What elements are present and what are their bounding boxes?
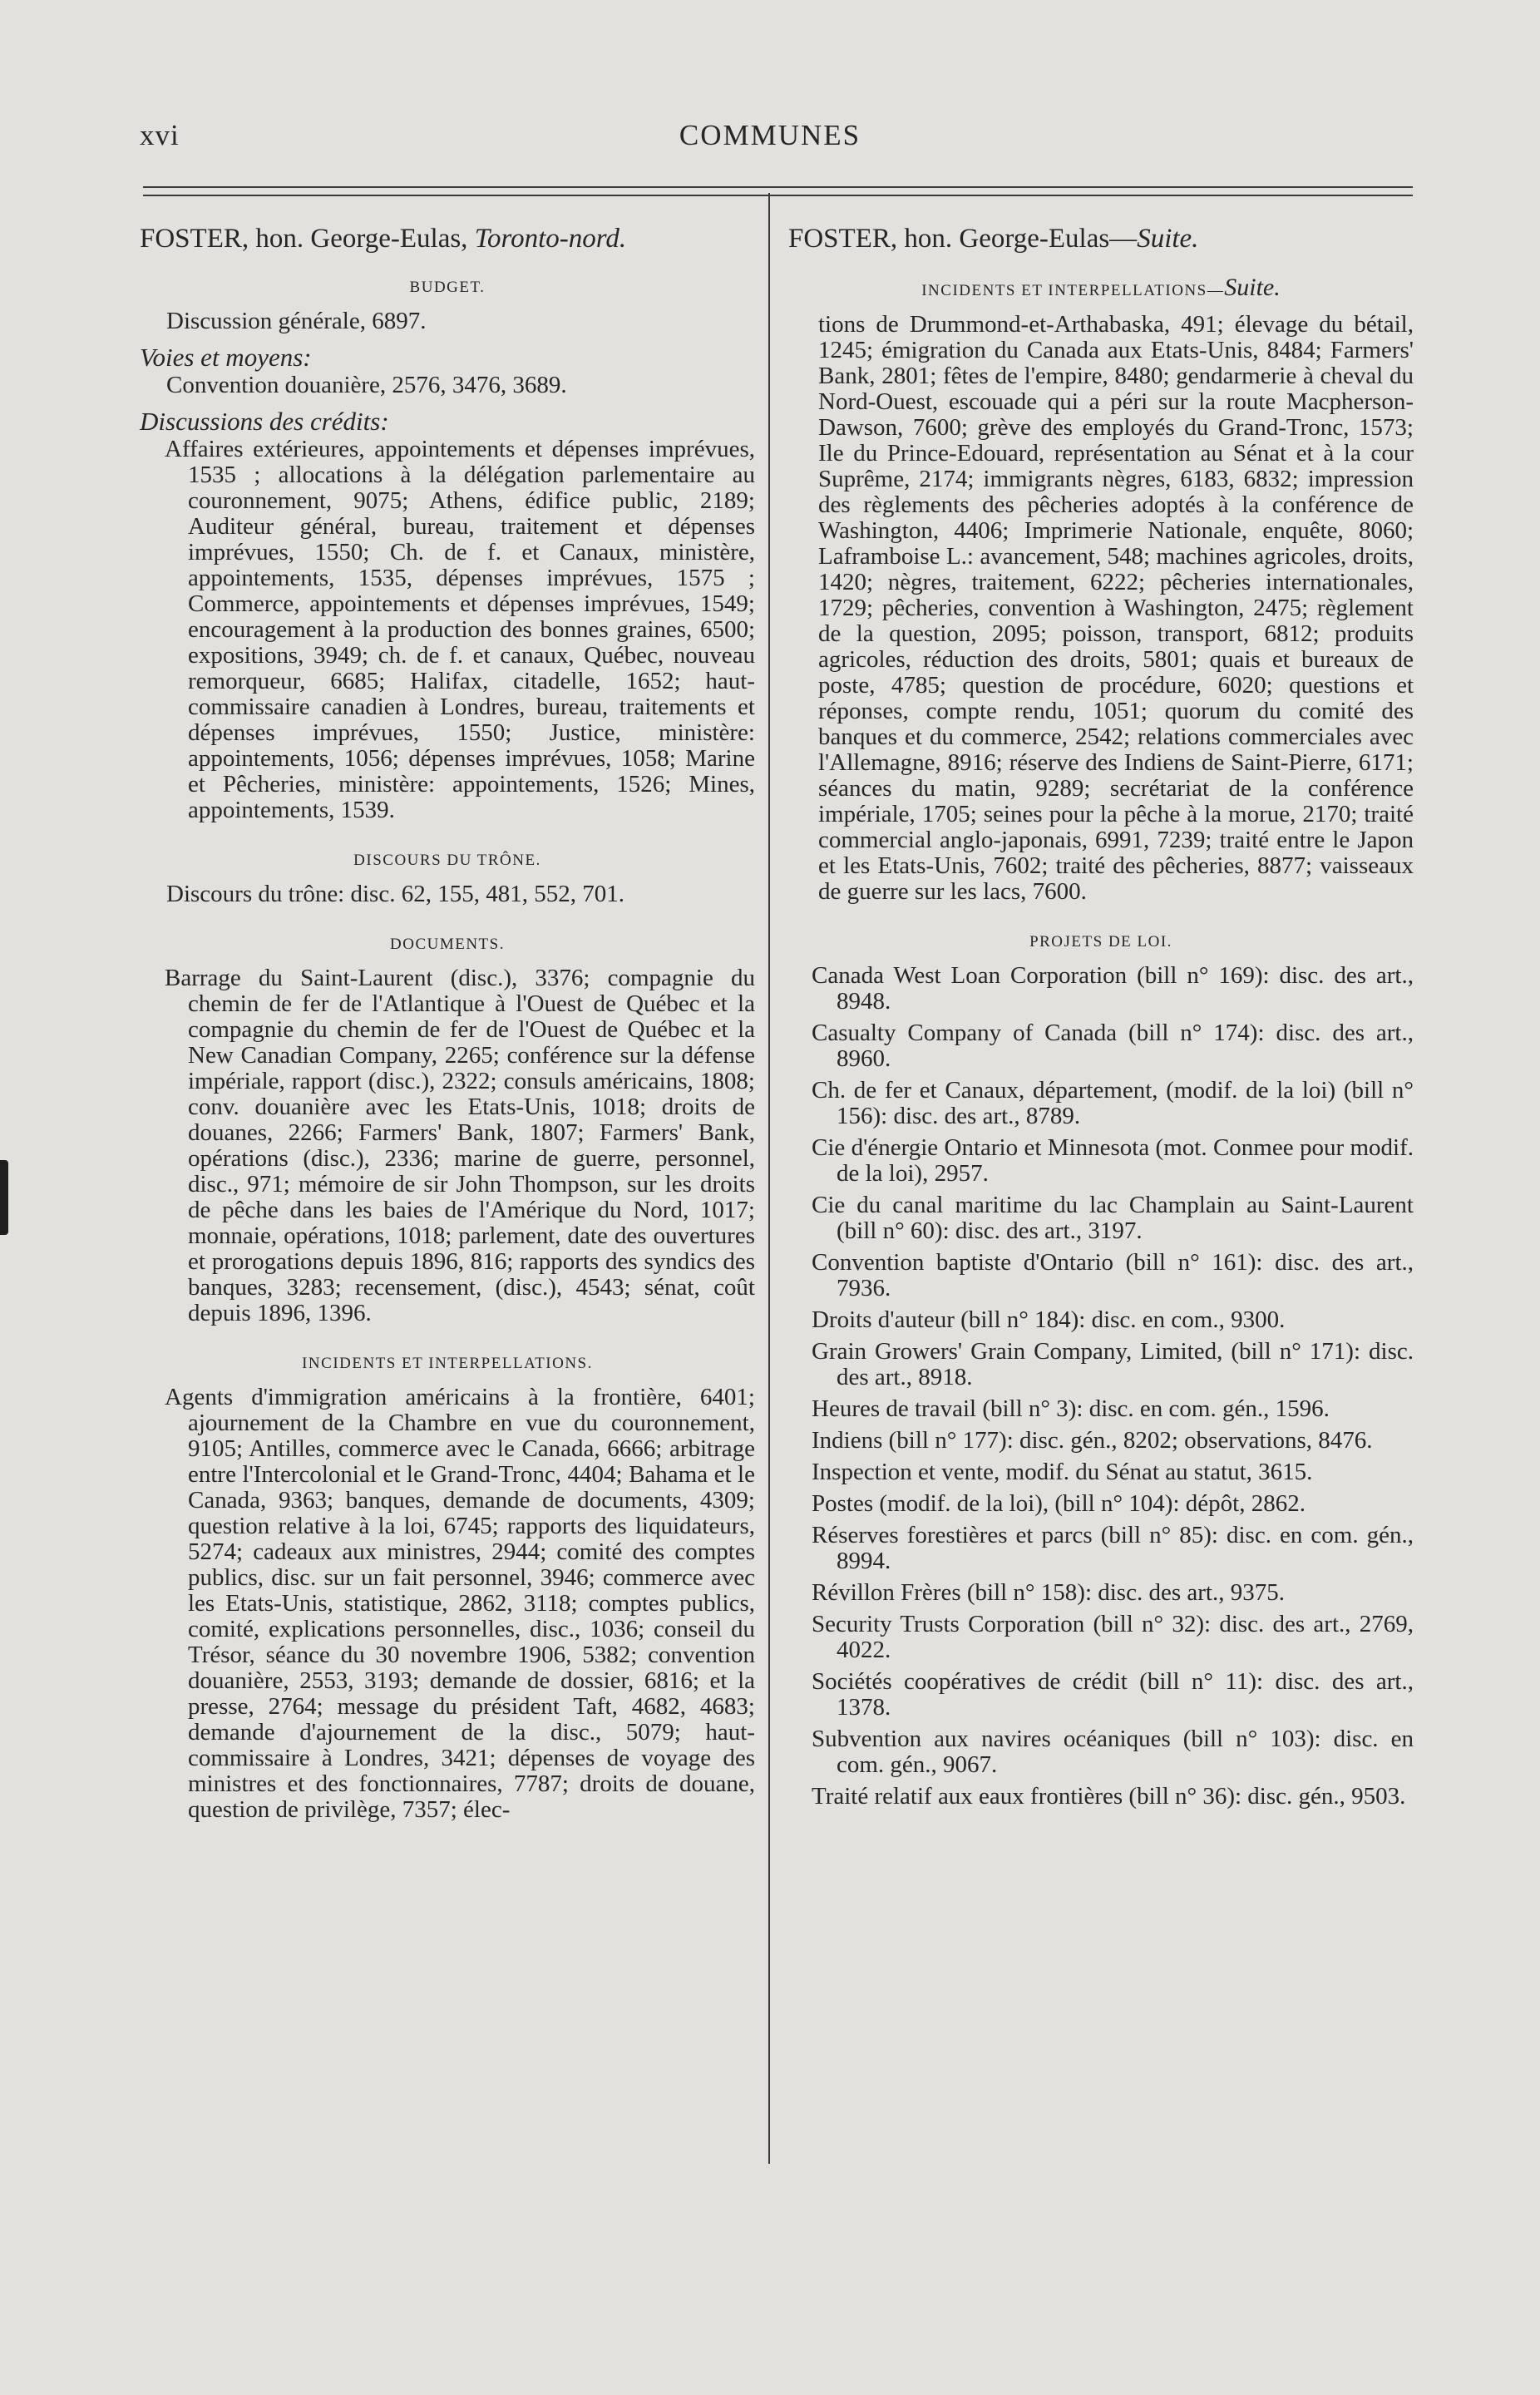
bill-entry: Réserves forestières et parcs (bill n° 85): disc. en com. gén., 8994. — [812, 1522, 1414, 1574]
credits-entry: Affaires extérieures, appointements et dépenses imprévues, 1535 ; allocations à la délégation parlementaire au couronnement, 9075; Athens, édifice public, 2189; Auditeur général, bureau, traitement et dépenses imprévues, 1550; Ch. de f. et Canaux, ministère, appointements, 1535, dépenses imprévues, 1575 ; Commerce, appointements et dépenses imprévues, 1549; encouragement à la production des bonnes graines, 6500; expositions, 3949; ch. de f. et canaux, Québec, nouveau remorqueur, 6685; Halifax, citadelle, 1652; haut-commissaire canadien à Londres, bureau, traitements et dépenses imprévues, 1550; Justice, ministère: appointements, 1056; dépenses imprévues, 1058; Marine et Pêcheries, ministère: appointements, 1526; Mines, appointements, 1539. — [165, 436, 755, 823]
page-number: xvi — [140, 119, 180, 151]
bill-entry: Security Trusts Corporation (bill n° 32): disc. des art., 2769, 4022. — [812, 1611, 1414, 1663]
budget-entry: Discussion générale, 6897. — [166, 308, 427, 334]
documents-entry: Barrage du Saint-Laurent (disc.), 3376; compagnie du chemin de fer de l'Atlantique à l'Ouest de Québec et la compagnie du chemin de fer de l'Ouest de Québec et la New Canadian Company, 2265; conférence sur la défense impériale, rapport (disc.), 2322; consuls américains, 1808; conv. douanière avec les Etats-Unis, 1018; droits de douanes, 2266; Farmers' Bank, 1807; Farmers' Bank, opérations (disc.), 2336; marine de guerre, personnel, disc., 971; mémoire de sir John Thompson, sur les droits de pêche dans les baies de l'Amérique du Nord, 1017; monnaie, opérations, 1018; parlement, date des ouvertures et prorogations depuis 1896, 816; rapports des syndics des banques, 3283; recensement, (disc.), 4543; sénat, coût depuis 1896, 1396. — [165, 965, 755, 1326]
bill-entry: Cie du canal maritime du lac Champlain au Saint-Laurent (bill n° 60): disc. des art., 3197. — [812, 1192, 1414, 1244]
member-name-suite: Suite. — [1137, 224, 1199, 254]
credits-heading: Discussions des crédits: — [140, 407, 389, 436]
bill-entry: Droits d'auteur (bill n° 184): disc. en com., 9300. — [812, 1306, 1286, 1333]
right-column — [788, 220, 1414, 1815]
incidents-heading: INCIDENTS ET INTERPELLATIONS. — [302, 1355, 593, 1372]
bill-entry: Grain Growers' Grain Company, Limited, (bill n° 171): disc. des art., 8918. — [812, 1338, 1414, 1390]
voies-heading: Voies et moyens: — [140, 343, 312, 372]
documents-heading: DOCUMENTS. — [390, 936, 505, 953]
bill-entry: Ch. de fer et Canaux, département, (modif. de la loi) (bill n° 156): disc. des art., 8789. — [812, 1077, 1414, 1129]
projets-heading: PROJETS DE LOI. — [1029, 933, 1172, 951]
member-riding: Toronto-nord. — [474, 224, 627, 254]
budget-heading: BUDGET. — [409, 279, 486, 296]
bill-entry: Heures de travail (bill n° 3): disc. en com. gén., 1596. — [812, 1395, 1330, 1422]
left-column — [140, 220, 755, 1823]
scan-edge-mark — [0, 1160, 8, 1235]
voies-entry: Convention douanière, 2576, 3476, 3689. — [166, 372, 567, 398]
column-divider — [768, 193, 770, 2164]
trone-heading: DISCOURS DU TRÔNE. — [353, 852, 541, 869]
running-title: COMMUNES — [679, 119, 861, 151]
member-name — [140, 220, 755, 257]
member-name-text: FOSTER, hon. George-Eulas, — [140, 224, 475, 254]
bill-entry: Convention baptiste d'Ontario (bill n° 161): disc. des art., 7936. — [812, 1249, 1414, 1301]
bill-entry: Indiens (bill n° 177): disc. gén., 8202; observations, 8476. — [812, 1427, 1373, 1454]
trone-entry: Discours du trône: disc. 62, 155, 481, 552, 701. — [166, 881, 624, 907]
incidents-suite: Suite. — [1224, 274, 1281, 301]
member-name-continued — [788, 220, 1414, 257]
bill-entry: Postes (modif. de la loi), (bill n° 104): dépôt, 2862. — [812, 1490, 1306, 1517]
bill-entry: Sociétés coopératives de crédit (bill n° 11): disc. des art., 1378. — [812, 1668, 1414, 1721]
bill-entry: Subvention aux navires océaniques (bill n° 103): disc. en com. gén., 9067. — [812, 1726, 1414, 1778]
bill-entry: Casualty Company of Canada (bill n° 174): disc. des art., 8960. — [812, 1020, 1414, 1072]
bill-entry: Révillon Frères (bill n° 158): disc. des art., 9375. — [812, 1579, 1285, 1606]
bill-list — [788, 963, 1414, 1810]
incidents-entry-continued: tions de Drummond-et-Arthabaska, 491; élevage du bétail, 1245; émigration du Canada aux Etats-Unis, 8484; Farmers' Bank, 2801; fêtes de l'empire, 8480; gendarmerie à cheval du Nord-Ouest, escouade qui a péri sur la route Macpherson-Dawson, 7600; grève des employés du Grand-Tronc, 1573; Ile du Prince-Edouard, représentation au Sénat et à la cour Suprême, 2174; immigrants nègres, 6183, 6832; impression des règlements des pêcheries adoptés à la conférence de Washington, 4406; Imprimerie Nationale, enquête, 8060; Laframboise L.: avancement, 548; machines agricoles, droits, 1420; nègres, traitement, 6222; pêcheries internationales, 1729; pêcheries, convention à Washington, 2475; règlement de la question, 2095; poisson, transport, 6812; produits agricoles, réduction des droits, 5801; quais et bureaux de poste, 4785; question de procédure, 6020; questions et réponses, compte rendu, 1051; quorum du comité des banques et du commerce, 2542; relations commerciales avec l'Allemagne, 8916; réserve des Indiens de Saint-Pierre, 6171; séances du matin, 9289; secrétariat de la conférence impériale, 1705; seines pour la pêche à la morue, 2170; traité commercial anglo-japonais, 6991, 7239; traité entre le Japon et les Etats-Unis, 7602; traité des pêcheries, 8877; vaisseaux de guerre sur les lacs, 7600. — [818, 311, 1414, 905]
member-name-continued-text: FOSTER, hon. George-Eulas— — [788, 224, 1138, 254]
header-rule-bottom — [143, 195, 1413, 196]
incidents-heading-continued-text: INCIDENTS ET INTERPELLATIONS— — [921, 282, 1225, 299]
bill-entry: Cie d'énergie Ontario et Minnesota (mot. Conmee pour modif. de la loi), 2957. — [812, 1134, 1414, 1187]
incidents-entry: Agents d'immigration américains à la frontière, 6401; ajournement de la Chambre en vue du couronnement, 9105; Antilles, commerce avec le Canada, 6666; arbitrage entre l'Intercolonial et le Grand-Tronc, 4404; Bahama et le Canada, 9363; banques, demande de documents, 4309; question relative à la loi, 6745; rapports des liquidateurs, 5274; cadeaux aux ministres, 2944; comité des comptes publics, disc. sur un fait personnel, 3946; commerce avec les Etats-Unis, statistique, 2862, 3118; comptes publics, comité, explications personnelles, disc., 1036; conseil du Trésor, séance du 30 novembre 1906, 5382; convention douanière, 2553, 3193; demande de dossier, 6816; et la presse, 2764; message du président Taft, 4682, 4683; demande d'ajournement de la disc., 5079; haut-commissaire à Londres, 3421; dépenses de voyage des ministres et des fonctionnaires, 7787; droits de douane, question de privilège, 7357; élec- — [165, 1384, 755, 1823]
incidents-heading-continued — [788, 275, 1414, 304]
bill-entry: Canada West Loan Corporation (bill n° 169): disc. des art., 8948. — [812, 962, 1414, 1015]
header-rule-top — [143, 186, 1413, 188]
bill-entry: Traité relatif aux eaux frontières (bill n° 36): disc. gén., 9503. — [812, 1783, 1406, 1810]
bill-entry: Inspection et vente, modif. du Sénat au statut, 3615. — [812, 1459, 1313, 1485]
